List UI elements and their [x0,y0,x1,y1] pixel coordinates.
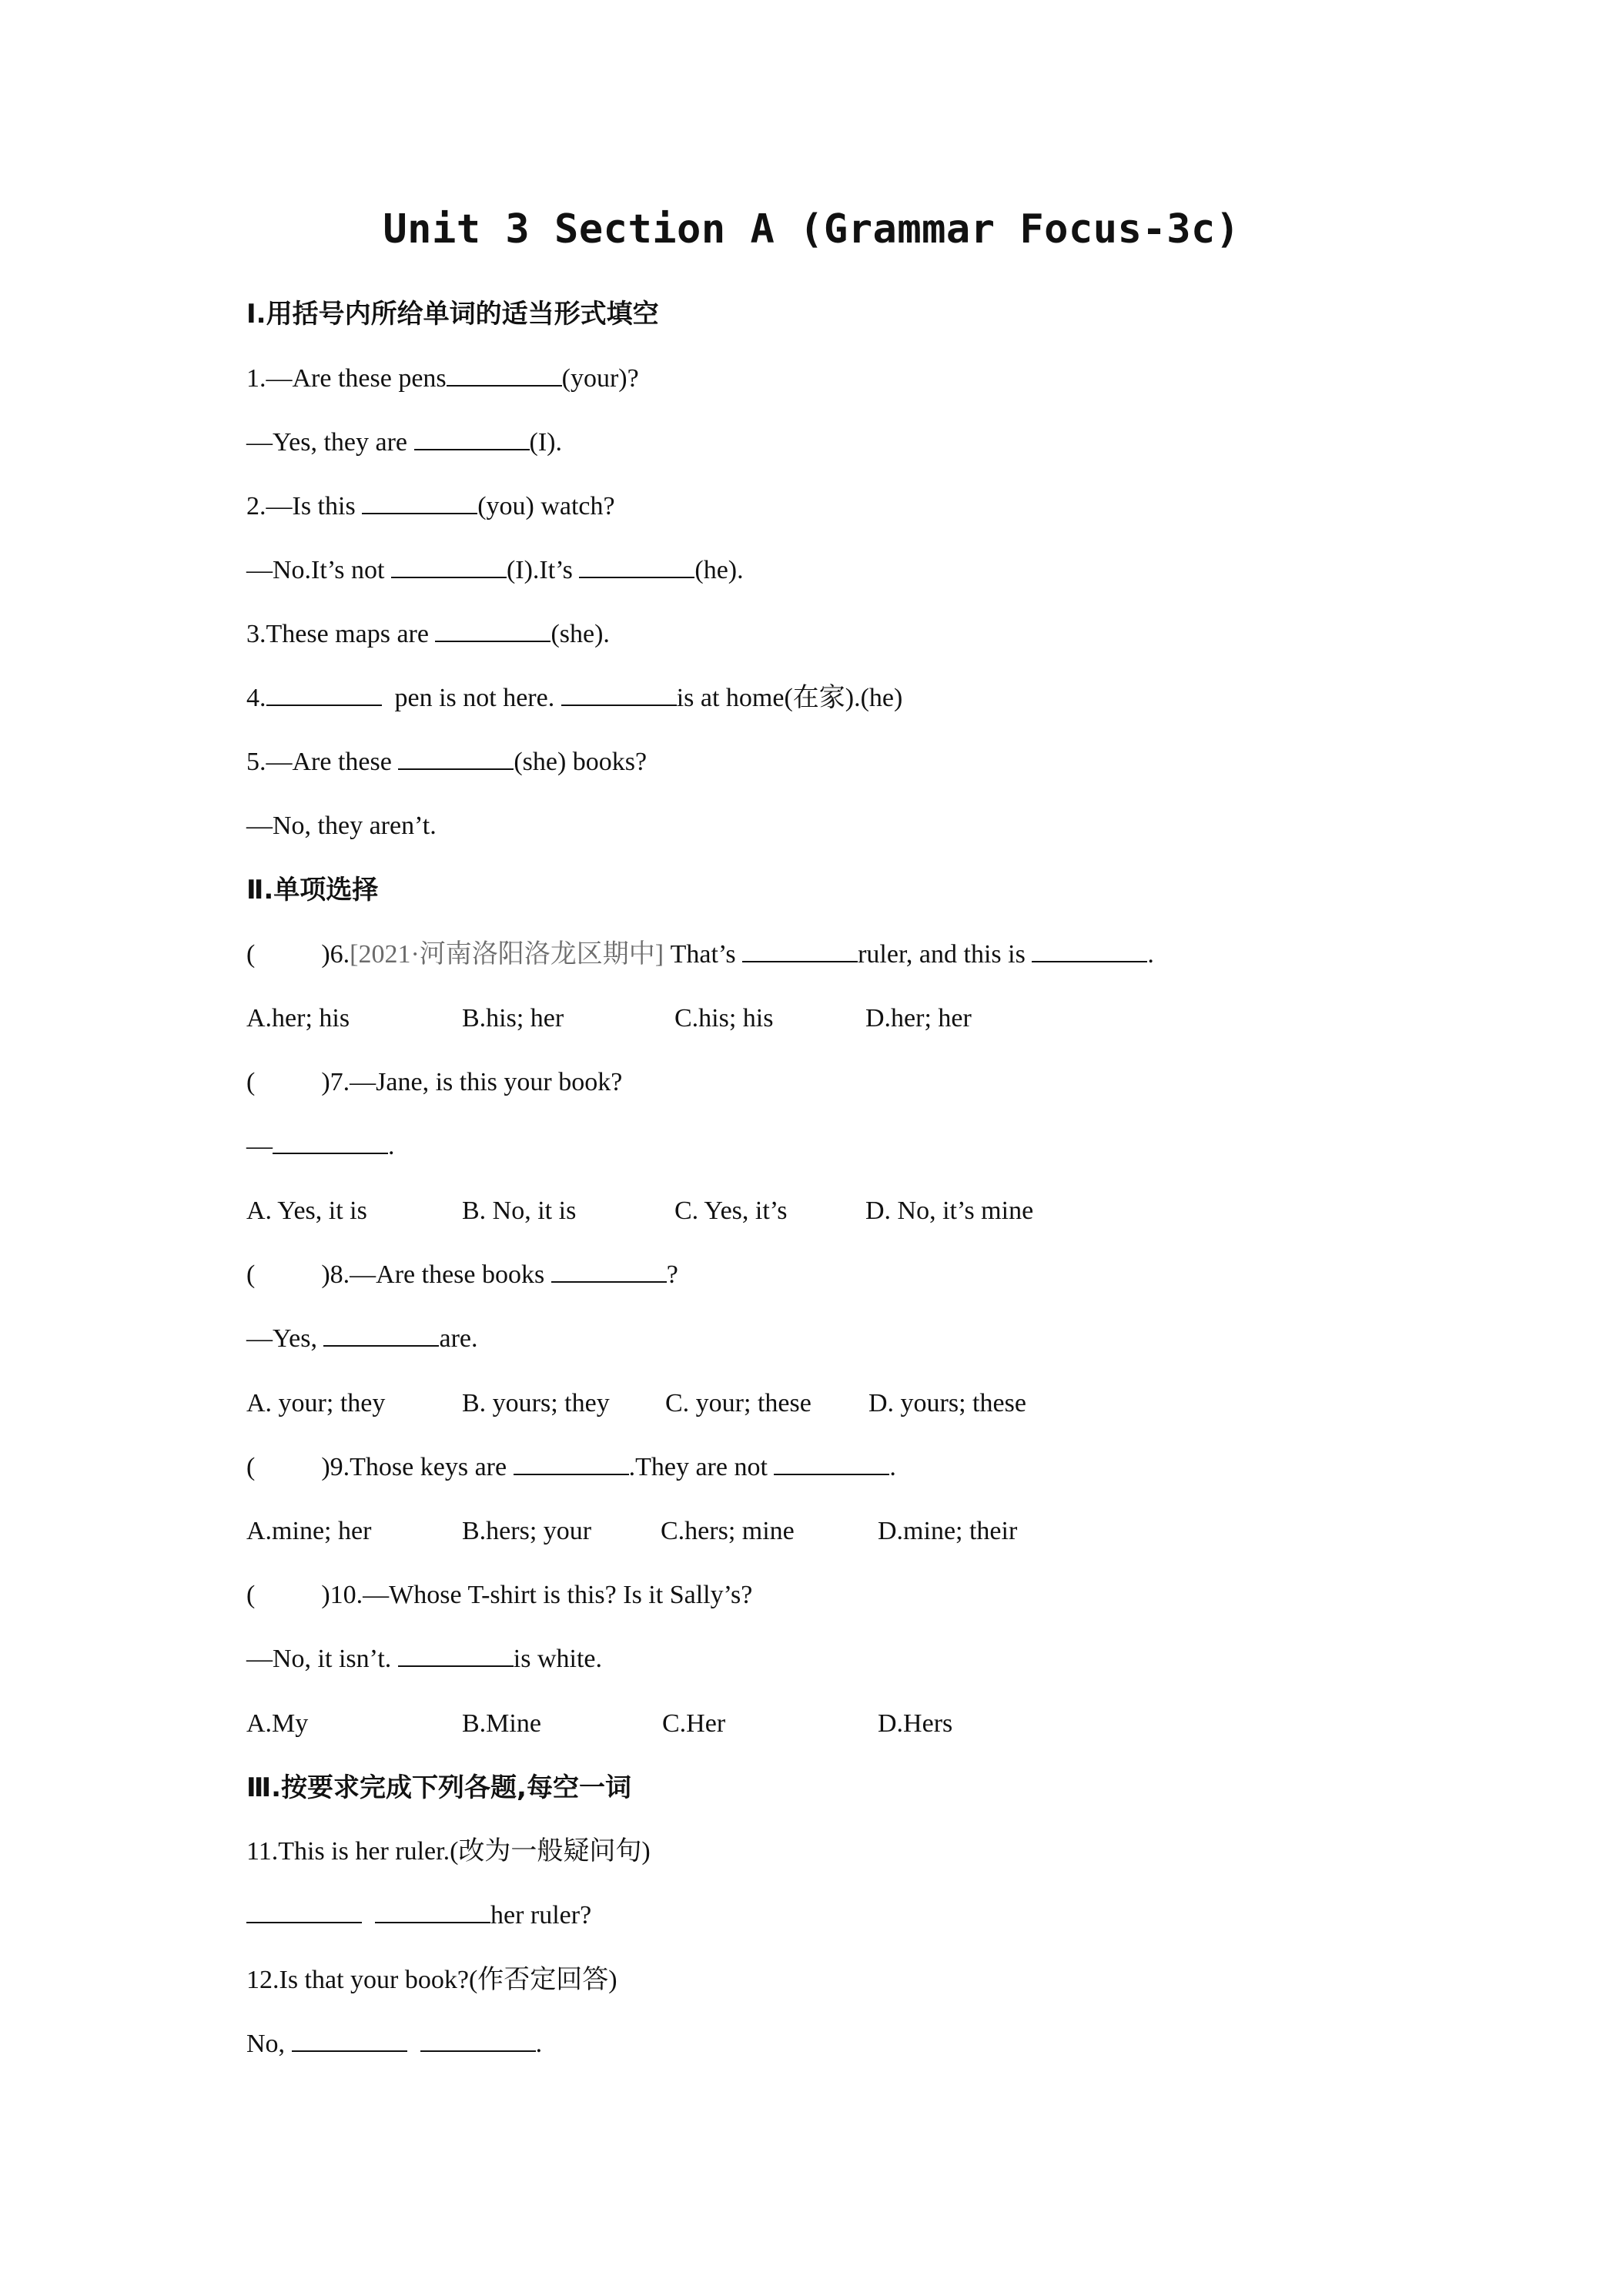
question-1a: 1.—Are these pens (your)? [246,362,639,396]
option-c[interactable]: C. your; these [665,1389,812,1417]
answer-blank[interactable] [414,426,530,450]
answer-blank[interactable] [579,554,694,578]
question-11b: her ruler? [246,1899,591,1933]
answer-blank[interactable] [398,745,514,770]
question-10: ( )10.—Whose T-shirt is this? Is it Sally’s? [246,1581,753,1609]
answer-blank[interactable] [266,681,382,706]
option-c[interactable]: C.his; his [674,1004,774,1033]
answer-blank[interactable] [391,554,507,578]
option-d[interactable]: D. No, it’s mine [865,1197,1034,1225]
answer-blank[interactable] [742,938,858,962]
question-7-options [246,1194,1401,1228]
option-c[interactable]: C.hers; mine [661,1517,795,1545]
question-8b: —Yes, are. [246,1322,478,1356]
option-d[interactable]: D.Hers [878,1709,953,1738]
answer-blank[interactable] [551,1258,667,1283]
question-8-options [246,1387,1401,1421]
answer-blank[interactable] [774,1451,889,1475]
source-tag: [2021·河南洛阳洛龙区期中] [350,940,664,969]
answer-blank[interactable] [420,2027,536,2052]
option-d[interactable]: D. yours; these [868,1389,1026,1417]
option-c[interactable]: C. Yes, it’s [674,1197,788,1225]
part1-heading: Ⅰ.用括号内所给单词的适当形式填空 [246,299,659,330]
question-7: ( )7.—Jane, is this your book? [246,1068,623,1096]
question-8: ( )8.—Are these books ? [246,1258,678,1292]
option-d[interactable]: D.her; her [865,1004,972,1033]
option-a[interactable]: A.My [246,1709,309,1738]
answer-blank[interactable] [323,1322,439,1347]
question-9-options [246,1514,1401,1548]
option-a[interactable]: A.mine; her [246,1517,372,1545]
option-b[interactable]: B. yours; they [462,1389,610,1417]
answer-blank[interactable] [246,1899,362,1923]
answer-blank[interactable] [561,681,677,706]
option-a[interactable]: A. your; they [246,1389,386,1417]
answer-blank[interactable] [362,490,477,514]
page-title: Unit 3 Section A (Grammar Focus-3c) [383,206,1240,253]
question-7b: — . [246,1130,395,1163]
question-10-options [246,1707,1401,1741]
question-11: 11.This is her ruler.(改为一般疑问句) [246,1837,651,1866]
question-12b: No, . [246,2027,542,2061]
answer-blank[interactable] [1032,938,1147,962]
answer-blank[interactable] [292,2027,407,2052]
option-a[interactable]: A. Yes, it is [246,1197,367,1225]
question-3: 3.These maps are (she). [246,618,610,651]
question-1b: —Yes, they are (I). [246,426,562,460]
question-9: ( )9.Those keys are .They are not . [246,1451,896,1484]
option-d[interactable]: D.mine; their [878,1517,1018,1545]
part3-heading: Ⅲ.按要求完成下列各题,每空一词 [246,1772,631,1803]
answer-blank[interactable] [398,1642,514,1667]
option-b[interactable]: B.Mine [462,1709,541,1738]
option-b[interactable]: B.his; her [462,1004,564,1033]
question-2b: —No.It’s not (I).It’s (he). [246,554,744,587]
question-2a: 2.—Is this (you) watch? [246,490,615,524]
question-12: 12.Is that your book?(作否定回答) [246,1966,617,1994]
answer-blank[interactable] [375,1899,490,1923]
option-b[interactable]: B.hers; your [462,1517,592,1545]
option-b[interactable]: B. No, it is [462,1197,577,1225]
answer-blank[interactable] [447,362,562,387]
option-a[interactable]: A.her; his [246,1004,350,1033]
answer-blank[interactable] [435,618,550,642]
answer-blank[interactable] [273,1130,388,1154]
question-10b: —No, it isn’t. is white. [246,1642,602,1676]
question-5a: 5.—Are these (she) books? [246,745,647,779]
answer-blank[interactable] [514,1451,629,1475]
question-6-options [246,1002,1401,1036]
question-6: ( )6.[2021·河南洛阳洛龙区期中] That’s ruler, and this is . [246,938,1154,972]
option-c[interactable]: C.Her [662,1709,726,1738]
question-4: 4. pen is not here. is at home(在家).(he) [246,681,902,715]
question-5b: —No, they aren’t. [246,812,437,840]
part2-heading: Ⅱ.单项选择 [246,875,379,905]
